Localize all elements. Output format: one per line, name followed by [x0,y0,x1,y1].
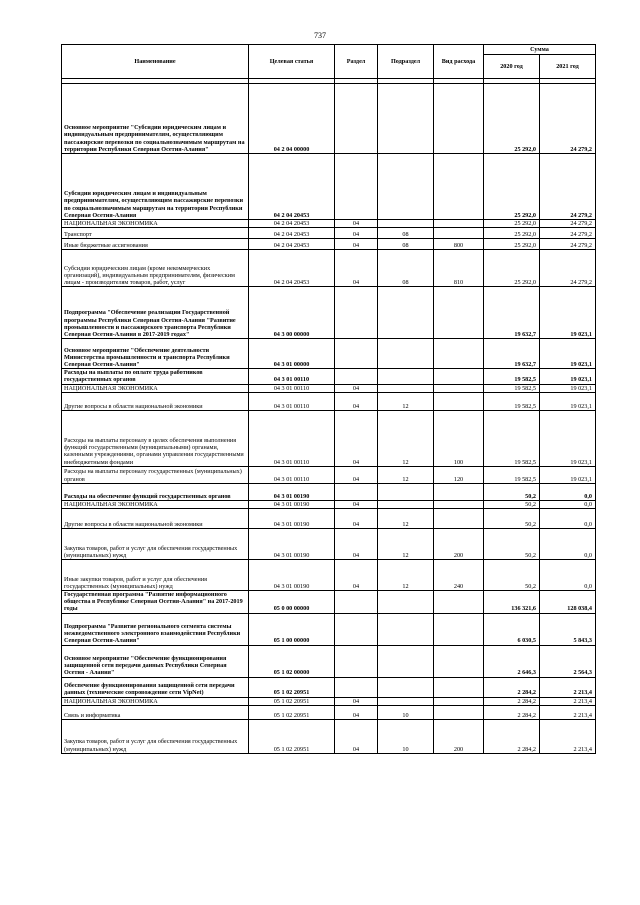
row-value-2020: 25 292,0 [484,239,540,250]
row-value-2021: 2 213,4 [540,705,596,719]
row-subsection [378,500,434,508]
row-section: 04 [335,228,378,239]
row-target: 05 1 02 20951 [249,677,335,697]
row-expense-type [434,677,484,697]
row-subsection: 10 [378,705,434,719]
row-expense-type [434,287,484,339]
row-target: 04 3 01 00110 [249,369,335,384]
row-value-2020: 19 632,7 [484,339,540,369]
header-section: Раздел [335,45,378,79]
row-name: НАЦИОНАЛЬНАЯ ЭКОНОМИКА [62,500,249,508]
row-name: НАЦИОНАЛЬНАЯ ЭКОНОМИКА [62,220,249,228]
table-row [62,677,596,697]
row-value-2021: 19 023,1 [540,392,596,410]
row-target: 04 2 04 20453 [249,154,335,220]
row-target: 04 3 01 00190 [249,483,335,500]
header-2021: 2021 год [540,55,596,79]
row-section [335,154,378,220]
row-value-2020: 2 284,2 [484,677,540,697]
row-value-2021: 0,0 [540,560,596,591]
row-value-2021: 2 213,4 [540,677,596,697]
row-expense-type [434,339,484,369]
row-section [335,84,378,154]
row-expense-type [434,697,484,705]
row-section: 04 [335,697,378,705]
row-expense-type [434,228,484,239]
row-expense-type [434,392,484,410]
row-value-2020: 25 292,0 [484,220,540,228]
row-subsection: 12 [378,392,434,410]
row-expense-type [434,613,484,645]
row-subsection [378,591,434,614]
row-name: Обеспечение функционирования защищенной сети передачи данных (технические сопровождение сети VipNet) [62,677,249,697]
row-value-2020: 50,2 [484,483,540,500]
row-expense-type [434,369,484,384]
table-row [62,339,596,369]
row-value-2021: 19 023,1 [540,339,596,369]
row-name: Субсидии юридическим лицам (кроме некоммерческих организаций), индивидуальным предпринимателям, физическим лицам - производителям товаров, работ, услуг [62,250,249,287]
row-value-2020: 50,2 [484,509,540,529]
row-section: 04 [335,384,378,392]
row-value-2020: 19 632,7 [484,287,540,339]
row-name: Расходы на обеспечение функций государственных органов [62,483,249,500]
row-value-2020: 25 292,0 [484,228,540,239]
table-row [62,154,596,220]
row-subsection [378,697,434,705]
row-name: Расходы на выплаты персоналу государственных (муниципальных) органов [62,466,249,483]
row-section: 04 [335,500,378,508]
row-subsection: 08 [378,250,434,287]
row-value-2021: 2 213,4 [540,697,596,705]
row-section [335,645,378,677]
table-row [62,483,596,500]
row-value-2020: 19 582,5 [484,384,540,392]
row-expense-type [434,483,484,500]
row-value-2020: 6 030,5 [484,613,540,645]
row-value-2021: 128 038,4 [540,591,596,614]
row-target: 04 3 01 00110 [249,392,335,410]
row-section [335,483,378,500]
row-section: 04 [335,509,378,529]
table-row [62,719,596,753]
row-value-2021: 19 023,1 [540,287,596,339]
row-target: 04 3 01 00110 [249,410,335,466]
row-expense-type [434,705,484,719]
row-name: Транспорт [62,228,249,239]
row-target: 04 3 01 00110 [249,384,335,392]
page-number: 737 [314,31,326,40]
row-section: 04 [335,239,378,250]
row-target: 04 2 04 20453 [249,250,335,287]
row-subsection: 12 [378,410,434,466]
table-row [62,84,596,154]
row-expense-type: 200 [434,719,484,753]
row-name: Связь и информатика [62,705,249,719]
row-section: 04 [335,560,378,591]
row-subsection: 08 [378,239,434,250]
table-row [62,645,596,677]
row-value-2021: 2 213,4 [540,719,596,753]
row-name: НАЦИОНАЛЬНАЯ ЭКОНОМИКА [62,697,249,705]
table-row [62,697,596,705]
table-row [62,392,596,410]
row-name: Подпрограмма "Развитие регионального сегмента системы межведомственного электронного взаимодействия Республики Северная Осетия-Алания" [62,613,249,645]
row-section: 04 [335,410,378,466]
row-name: Субсидии юридическим лицам и индивидуальным предпринимателям, осуществляющим пассажирские перевозки по социальнозначимым маршрутам на территории Республики Северная Осетия-Алания [62,154,249,220]
row-subsection [378,84,434,154]
row-value-2021: 5 843,3 [540,613,596,645]
row-section [335,677,378,697]
header-target: Целевая статья [249,45,335,79]
row-subsection: 12 [378,466,434,483]
row-subsection [378,154,434,220]
row-name: Расходы на выплаты по оплате труда работников государственных органов [62,369,249,384]
row-value-2020: 19 582,5 [484,392,540,410]
table-body [62,84,596,754]
table-row [62,369,596,384]
table-row [62,287,596,339]
header-subsection: Подраздел [378,45,434,79]
budget-table [61,44,596,754]
row-subsection: 12 [378,560,434,591]
row-value-2020: 136 321,6 [484,591,540,614]
row-section [335,591,378,614]
row-target: 04 3 01 00190 [249,560,335,591]
table-row [62,529,596,560]
row-target: 04 2 04 20453 [249,228,335,239]
row-section [335,287,378,339]
row-expense-type: 810 [434,250,484,287]
row-subsection: 12 [378,529,434,560]
row-section: 04 [335,705,378,719]
row-value-2020: 2 284,2 [484,697,540,705]
row-target: 05 1 02 20951 [249,705,335,719]
row-expense-type [434,384,484,392]
table-row [62,410,596,466]
row-name: Подпрограмма "Обеспечение реализации Государственной программы Республики Северная Осетия-Алания "Развитие промышленности и пассажирского транспорта Республики Северная Осетия-Алания в 2017-2019 годах" [62,287,249,339]
row-target: 04 3 01 00110 [249,466,335,483]
row-name: Закупка товаров, работ и услуг для обеспечения государственных (муниципальных) нужд [62,529,249,560]
row-name: Основное мероприятие "Обеспечение деятельности Министерства промышленности и транспорта Республики Северная Осетия-Алания" [62,339,249,369]
row-expense-type: 120 [434,466,484,483]
row-expense-type: 800 [434,239,484,250]
row-expense-type [434,84,484,154]
row-value-2020: 19 582,5 [484,410,540,466]
row-value-2020: 19 582,5 [484,369,540,384]
row-value-2020: 2 284,2 [484,705,540,719]
row-target: 05 1 02 20951 [249,719,335,753]
row-subsection [378,287,434,339]
row-value-2021: 24 279,2 [540,84,596,154]
row-subsection: 08 [378,228,434,239]
table-row [62,228,596,239]
row-target: 04 3 01 00190 [249,529,335,560]
row-subsection [378,384,434,392]
row-value-2020: 2 646,3 [484,645,540,677]
row-section [335,613,378,645]
row-name: НАЦИОНАЛЬНАЯ ЭКОНОМИКА [62,384,249,392]
table-row [62,384,596,392]
row-value-2021: 2 564,3 [540,645,596,677]
table-row [62,591,596,614]
row-section [335,339,378,369]
row-target: 05 1 00 00000 [249,613,335,645]
row-expense-type [434,591,484,614]
row-name: Другие вопросы в области национальной экономики [62,392,249,410]
row-target: 04 2 04 00000 [249,84,335,154]
row-target: 04 2 04 20453 [249,239,335,250]
row-section: 04 [335,392,378,410]
row-name: Другие вопросы в области национальной экономики [62,509,249,529]
header-2020: 2020 год [484,55,540,79]
table-row [62,239,596,250]
table-row [62,613,596,645]
row-value-2020: 50,2 [484,560,540,591]
row-value-2021: 0,0 [540,529,596,560]
row-expense-type: 100 [434,410,484,466]
row-value-2020: 25 292,0 [484,154,540,220]
row-section: 04 [335,250,378,287]
row-name: Иные бюджетные ассигнования [62,239,249,250]
row-value-2021: 19 023,1 [540,410,596,466]
row-expense-type: 200 [434,529,484,560]
row-section: 04 [335,466,378,483]
row-value-2021: 0,0 [540,509,596,529]
row-target: 05 1 02 00000 [249,645,335,677]
row-value-2021: 0,0 [540,483,596,500]
row-target: 04 3 01 00000 [249,339,335,369]
row-expense-type [434,154,484,220]
row-value-2021: 19 023,1 [540,384,596,392]
header-name: Наименование [62,45,249,79]
row-value-2021: 24 279,2 [540,154,596,220]
row-expense-type [434,509,484,529]
row-name: Иные закупки товаров, работ и услуг для обеспечения государственных (муниципальных) нужд [62,560,249,591]
row-value-2020: 19 582,5 [484,466,540,483]
row-target: 04 3 01 00190 [249,500,335,508]
row-section: 04 [335,529,378,560]
table-row [62,466,596,483]
row-section: 04 [335,220,378,228]
row-value-2021: 24 279,2 [540,220,596,228]
row-value-2020: 50,2 [484,529,540,560]
row-target: 05 0 00 00000 [249,591,335,614]
row-expense-type: 240 [434,560,484,591]
row-expense-type [434,220,484,228]
row-subsection [378,645,434,677]
row-subsection [378,369,434,384]
header-sum: Сумма [484,45,596,55]
row-value-2021: 19 023,1 [540,466,596,483]
row-target: 04 3 00 00000 [249,287,335,339]
row-value-2020: 50,2 [484,500,540,508]
header-expense-type: Вид расхода [434,45,484,79]
row-value-2021: 0,0 [540,500,596,508]
row-value-2021: 24 279,2 [540,239,596,250]
row-name: Закупка товаров, работ и услуг для обеспечения государственных (муниципальных) нужд [62,719,249,753]
table-row [62,560,596,591]
table-row [62,705,596,719]
row-subsection [378,339,434,369]
row-value-2021: 24 279,2 [540,228,596,239]
row-value-2021: 24 279,2 [540,250,596,287]
row-target: 05 1 02 20951 [249,697,335,705]
row-subsection: 10 [378,719,434,753]
table-row [62,220,596,228]
row-value-2021: 19 023,1 [540,369,596,384]
row-name: Основное мероприятие "Обеспечение функционирования защищенной сети передачи данных Республики Северная Осетия - Алания" [62,645,249,677]
row-target: 04 2 04 20453 [249,220,335,228]
row-subsection [378,613,434,645]
row-subsection: 12 [378,509,434,529]
row-name: Основное мероприятие "Субсидии юридическим лицам и индивидуальным предпринимателям, осуществляющим пассажирские перевозки по социальнозначимым маршрутам на территории Республики Северная Осетия-Алания" [62,84,249,154]
row-section: 04 [335,719,378,753]
row-expense-type [434,645,484,677]
table-row [62,250,596,287]
row-name: Расходы на выплаты персоналу в целях обеспечения выполнения функций государственными (муниципальными) органами, казенными учреждениями, органами управления государственными внебюджетными фондами [62,410,249,466]
row-subsection [378,677,434,697]
row-section [335,369,378,384]
table-row [62,509,596,529]
row-subsection [378,483,434,500]
row-expense-type [434,500,484,508]
row-value-2020: 25 292,0 [484,250,540,287]
row-value-2020: 25 292,0 [484,84,540,154]
table-row [62,500,596,508]
row-name: Государственная программа "Развитие информационного общества в Республике Северная Осетия-Алания" на 2017-2019 годы [62,591,249,614]
row-target: 04 3 01 00190 [249,509,335,529]
row-subsection [378,220,434,228]
row-value-2020: 2 284,2 [484,719,540,753]
